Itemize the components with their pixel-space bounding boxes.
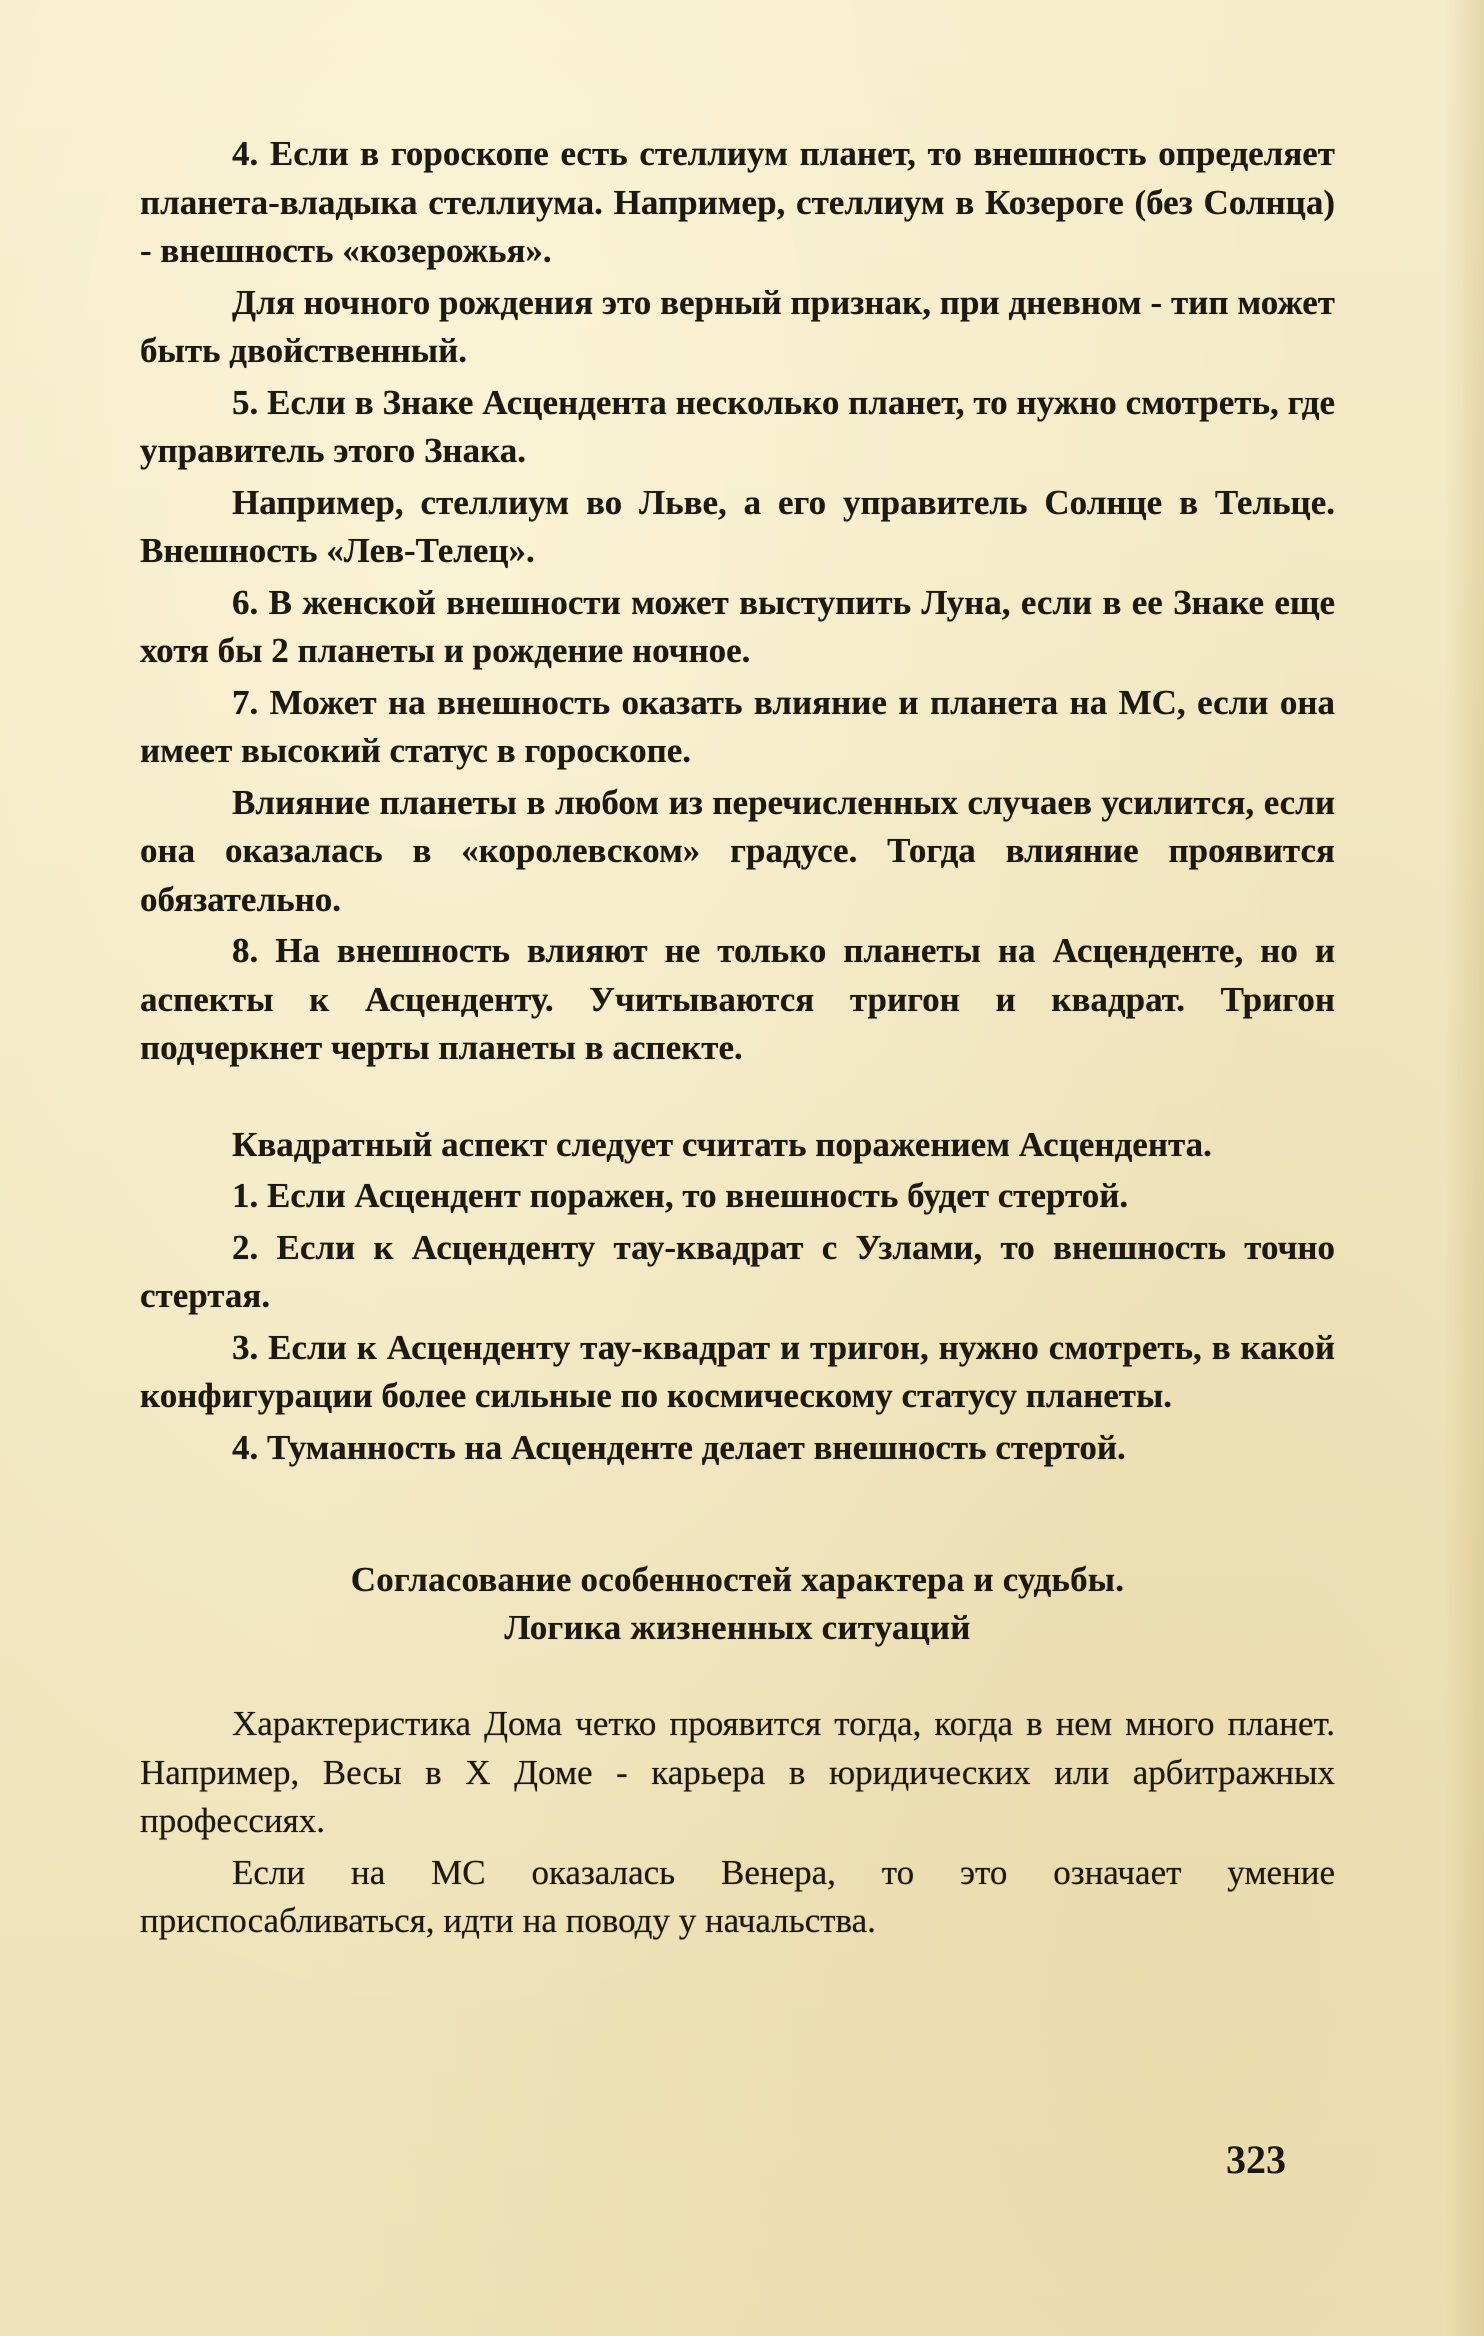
paragraph: Квадратный аспект следует считать поражением Асцендента. [232,1124,1212,1164]
section-heading-line-1: Согласование особенностей характера и судьбы. [350,1560,1125,1599]
paragraph: 4. Если в гороскопе есть стеллиум планет, то внешность определяет планета-владыка стеллиума. Например, стеллиум в Козероге (без Солнца) - внешность «козерожья». [140,134,1335,270]
paragraph: 4. Туманность на Асценденте делает внешность стертой. [232,1427,1126,1467]
page-text-column [140,130,1335,1949]
paragraph: 1. Если Асцендент поражен, то внешность будет стертой. [232,1176,1129,1215]
paragraph: Характеристика Дома четко проявится тогда, когда в нем много планет. Например, Весы в X Доме - карьера в юридических или арбитражных профессиях. [140,1704,1335,1840]
paragraph: 2. Если к Асценденту тау-квадрат с Узлами, то внешность точно стертая. [140,1227,1335,1315]
paragraph: 8. На внешность влияют не только планеты на Асценденте, но и аспекты к Асценденту. Учитываются тригон и квадрат. Тригон подчеркнет черты планеты в аспекте. [140,931,1335,1067]
paragraph: 3. Если к Асценденту тау-квадрат и тригон, нужно смотреть, в какой конфигурации более сильные по космическому статусу планеты. [140,1327,1335,1415]
paragraph: Для ночного рождения это верный признак, при дневном - тип может быть двойственный. [140,282,1335,370]
section-heading-line-2: Логика жизненных ситуаций [504,1608,971,1647]
paragraph: Например, стеллиум во Льве, а его управитель Солнце в Тельце. Внешность «Лев-Телец». [140,482,1335,570]
paragraph: Если на МС оказалась Венера, то это означает умение приспосабливаться, идти на поводу у начальства. [140,1852,1335,1940]
paragraph: 6. В женской внешности может выступить Луна, если в ее Знаке еще хотя бы 2 планеты и рождение ночное. [140,582,1335,670]
page-edge-shadow [1444,0,1484,2336]
section-heading [140,1556,1335,1652]
paragraph: Влияние планеты в любом из перечисленных случаев усилится, если она оказалась в «королевском» градусе. Тогда влияние проявится обязательно. [140,782,1335,919]
page-number: 323 [1226,2137,1286,2182]
paragraph: 7. Может на внешность оказать влияние и планета на МС, если она имеет высокий статус в гороскопе. [140,682,1335,770]
paragraph: 5. Если в Знаке Асцендента несколько планет, то нужно смотреть, где управитель этого Знака. [140,382,1335,470]
